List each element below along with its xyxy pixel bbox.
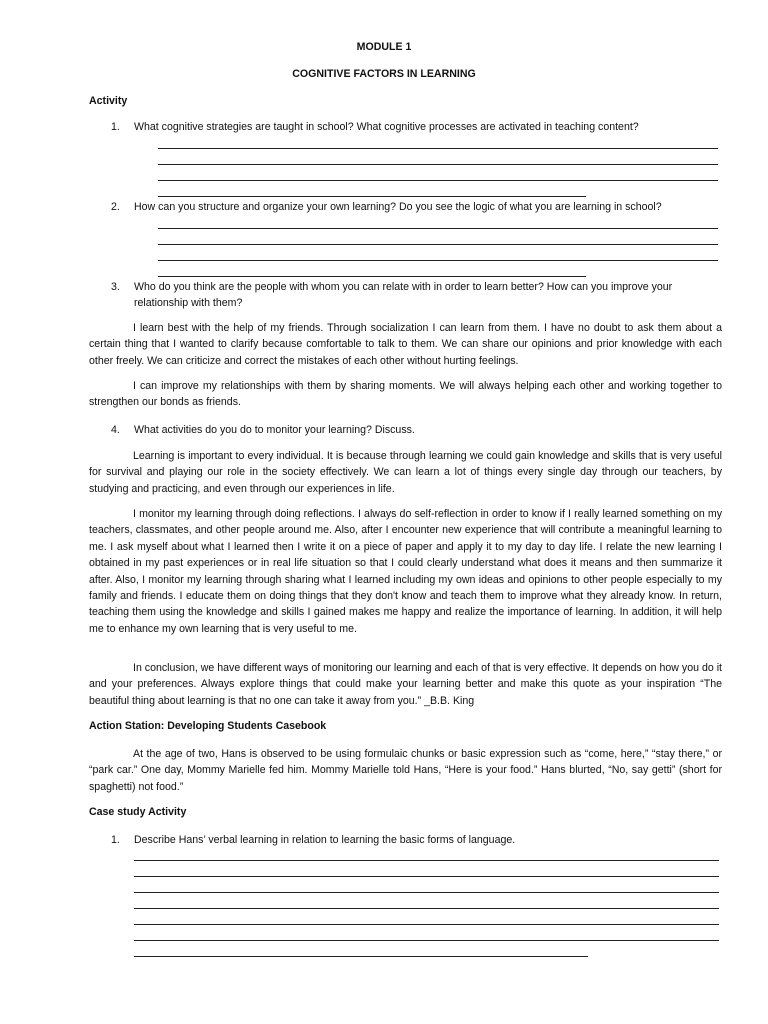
answer-lines-case-q1[interactable] (134, 848, 719, 957)
question-text: Who do you think are the people with whom you can relate with in order to learn better? How can you improve your relationship with them? (134, 281, 673, 309)
question-text: How can you structure and organize your own learning? Do you see the logic of what you are learning in school? (134, 201, 662, 213)
activity-heading: Activity (89, 95, 128, 107)
question-number: 3. (111, 281, 120, 293)
question-number: 4. (111, 424, 120, 436)
question-1 (111, 119, 721, 135)
casebook-paragraph: At the age of two, Hans is observed to be using formulaic chunks or basic expression such as “come, here,” “stay there,” or “park car.” One day, Mommy Marielle fed him. Mommy Marielle told Hans, “Here is your food.” Hans blurted, “No, say getti” (short for spaghetti) not food.” (89, 748, 722, 793)
case-study-heading: Case study Activity (89, 806, 187, 818)
question-text: What activities do you do to monitor your learning? Discuss. (134, 424, 415, 436)
question-number: 1. (111, 834, 120, 846)
module-label: MODULE 1 (356, 41, 412, 53)
question-2 (111, 199, 721, 215)
question-number: 1. (111, 121, 120, 133)
question-4 (111, 422, 721, 438)
answer-lines-q1[interactable] (158, 136, 718, 197)
document-title: COGNITIVE FACTORS IN LEARNING (292, 68, 476, 80)
question-text: What cognitive strategies are taught in school? What cognitive processes are activated in teaching content? (134, 121, 639, 133)
answer-paragraph: I can improve my relationships with them by sharing moments. We will always helping each other and working together to strengthen our bonds as friends. (89, 380, 722, 409)
question-text: Describe Hans’ verbal learning in relation to learning the basic forms of language. (134, 834, 516, 846)
question-3 (111, 279, 721, 311)
question-number: 2. (111, 201, 120, 213)
answer-paragraph: I monitor my learning through doing reflections. I always do self-reflection in order to know if I really learned something on my teachers, classmates, and other people around me. Also, after I encounter new experience that will contribute a meaningful learning to me. I ask myself about what I learned then I write it on a piece of paper and apply it to my day to day life. I relate the new learning I obtained in my past experiences or in real life situation so that I could clearly understand what does it means and then summarize it after. Also, I monitor my learning through sharing what I learned including my own ideas and opinions to other people especially to my family and friends. I educate them on doing things that they don't know and teach them to improve what they already know. In return, teaching them using the knowledge and skills I gained makes me happy and realize the importance of learning. In addition, it will help me to enhance my own learning that is very useful to me. (89, 508, 722, 635)
case-question-1 (111, 832, 721, 848)
answer-paragraph: I learn best with the help of my friends. Through socialization I can learn from them. I have no doubt to ask them about a certain thing that I wanted to clarify because comfortable to talk to them. We can share our opinions and prior knowledge with each other freely. We can criticize and correct the mistakes of each other without hurting feelings. (89, 322, 722, 367)
action-station-heading: Action Station: Developing Students Casebook (89, 720, 327, 732)
answer-paragraph: In conclusion, we have different ways of monitoring our learning and each of that is very effective. It depends on how you do it and your preferences. Always explore things that could make your learning better and make this quote as your inspiration “The beautiful thing about learning is that no one can take it away from you.” _B.B. King (89, 662, 722, 707)
answer-paragraph: Learning is important to every individual. It is because through learning we could gain knowledge and skills that is very useful for survival and playing our role in the society effectively. We can learn a lot of things every single day through our teachers, by studying and practicing, and even through our experiences in life. (89, 450, 722, 495)
answer-lines-q2[interactable] (158, 216, 718, 277)
